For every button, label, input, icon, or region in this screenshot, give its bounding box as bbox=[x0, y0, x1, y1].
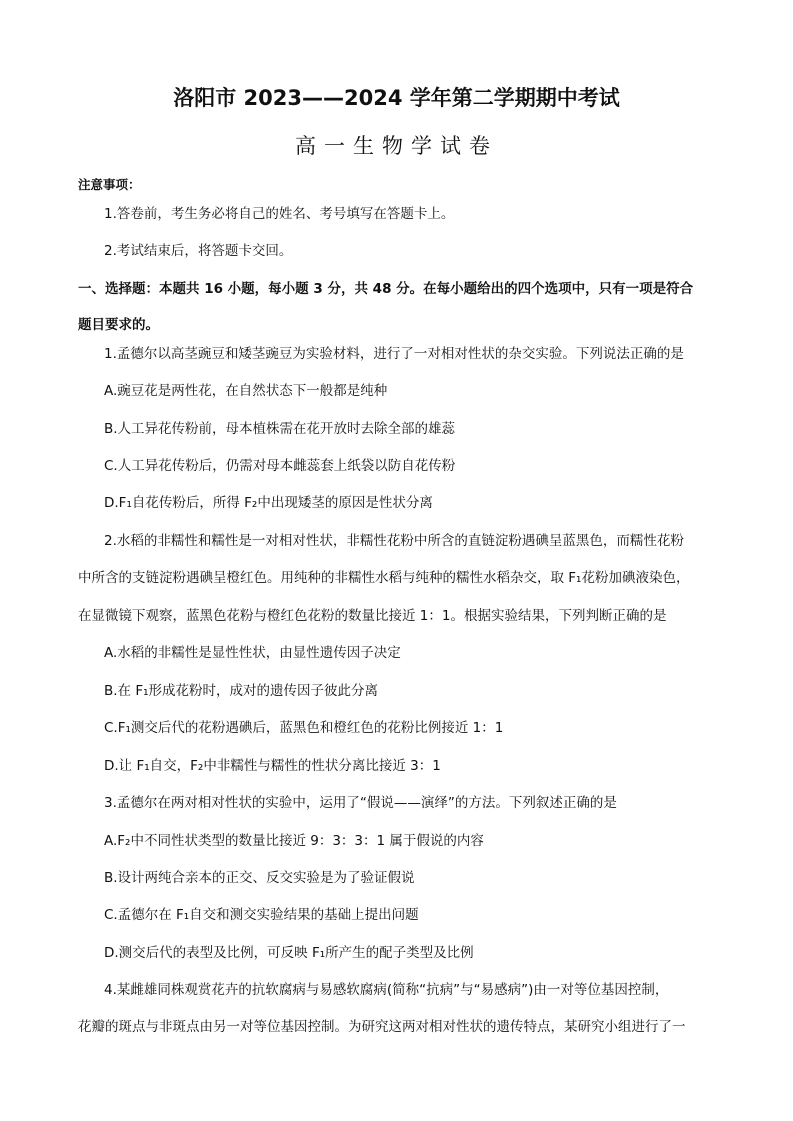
exam-title: 洛阳市 2023——2024 学年第二学期期中考试 bbox=[173, 86, 620, 110]
question-option: C.孟德尔在 F₁自交和测交实验结果的基础上提出问题 bbox=[104, 907, 419, 923]
question-option: A.水稻的非糯性是显性性状，由显性遗传因子决定 bbox=[104, 645, 401, 661]
question-stem: 中所含的支链淀粉遇碘呈橙红色。用纯种的非糯性水稻与纯种的糯性水稻杂交，取 F₁花粉加碘液染色， bbox=[78, 570, 690, 586]
question-option: D.让 F₁自交，F₂中非糯性与糯性的性状分离比接近 3：1 bbox=[104, 758, 441, 774]
notice-heading: 注意事项： bbox=[78, 177, 141, 192]
question-stem: 4.某雌雄同株观赏花卉的抗软腐病与易感软腐病(简称“抗病”与“易感病”)由一对等位基因控制， bbox=[104, 982, 669, 998]
question-option: D.F₁自花传粉后，所得 F₂中出现矮茎的原因是性状分离 bbox=[104, 495, 433, 511]
question-option: D.测交后代的表型及比例，可反映 F₁所产生的配子类型及比例 bbox=[104, 945, 474, 961]
question-stem: 1.孟德尔以高茎豌豆和矮茎豌豆为实验材料，进行了一对相对性状的杂交实验。下列说法正确的是 bbox=[104, 346, 684, 362]
question-option: B.人工异花传粉前，母本植株需在花开放时去除全部的雄蕊 bbox=[104, 421, 456, 437]
question-stem: 3.孟德尔在两对相对性状的实验中，运用了“假说——演绎”的方法。下列叙述正确的是 bbox=[104, 795, 617, 811]
question-stem: 2.水稻的非糯性和糯性是一对相对性状，非糯性花粉中所含的直链淀粉遇碘呈蓝黑色，而糯性花粉 bbox=[104, 533, 684, 549]
section-header: 题目要求的。 bbox=[78, 317, 159, 333]
notice-item: 1.答卷前，考生务必将自己的姓名、考号填写在答题卡上。 bbox=[104, 206, 455, 222]
question-option: B.设计两纯合亲本的正交、反交实验是为了验证假说 bbox=[104, 870, 415, 886]
question-option: C.F₁测交后代的花粉遇碘后，蓝黑色和橙红色的花粉比例接近 1：1 bbox=[104, 720, 504, 736]
question-option: B.在 F₁形成花粉时，成对的遗传因子彼此分离 bbox=[104, 683, 379, 699]
section-header: 一、选择题：本题共 16 小题，每小题 3 分，共 48 分。在每小题给出的四个选项中，只有一项是符合 bbox=[78, 281, 694, 297]
notice-item: 2.考试结束后，将答题卡交回。 bbox=[104, 243, 293, 259]
question-option: A.豌豆花是两性花，在自然状态下一般都是纯种 bbox=[104, 383, 388, 399]
question-option: C.人工异花传粉后，仍需对母本雌蕊套上纸袋以防自花传粉 bbox=[104, 458, 456, 474]
question-stem: 花瓣的斑点与非斑点由另一对等位基因控制。为研究这两对相对性状的遗传特点，某研究小组进行了一 bbox=[78, 1019, 686, 1035]
exam-subtitle: 高一生物学试卷 bbox=[295, 134, 498, 158]
question-stem: 在显微镜下观察，蓝黑色花粉与橙红色花粉的数量比接近 1：1。根据实验结果，下列判断正确的是 bbox=[78, 608, 667, 624]
question-option: A.F₂中不同性状类型的数量比接近 9：3：3：1 属于假说的内容 bbox=[104, 833, 484, 849]
